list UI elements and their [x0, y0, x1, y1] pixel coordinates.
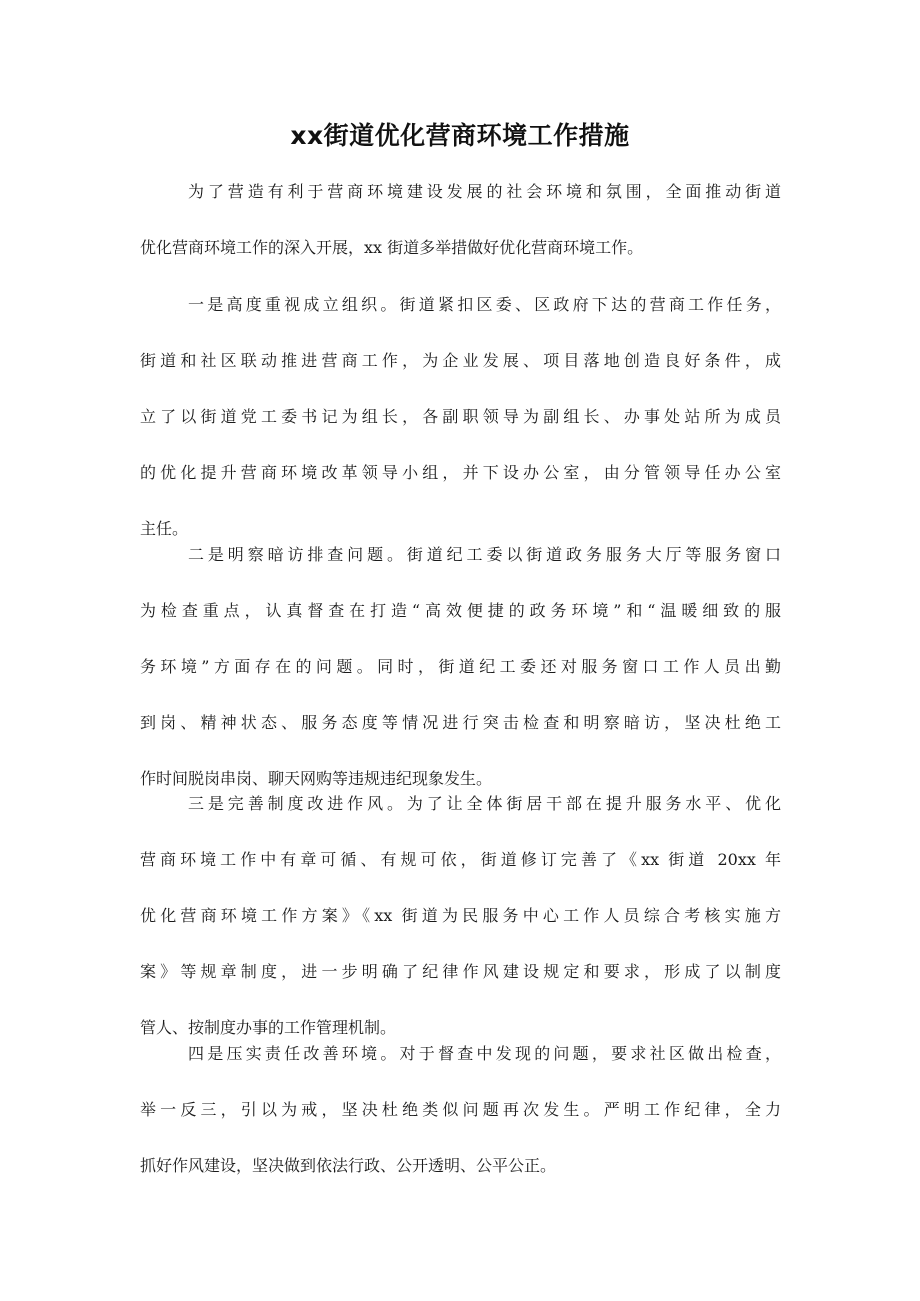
paragraph-intro [140, 176, 781, 288]
paragraph-line: 为检查重点，认真督查在打造“高效便捷的政务环境”和“温暖细致的服 [140, 601, 781, 620]
paragraph-organization [140, 289, 781, 569]
paragraph-inspection [140, 539, 781, 819]
paragraph-line: 优化营商环境工作方案》《xx 街道为民服务中心工作人员综合考核实施方 [140, 906, 781, 925]
paragraph-line: 务环境”方面存在的问题。同时，街道纪工委还对服务窗口工作人员出勤 [140, 657, 781, 676]
paragraph-line: 营商环境工作中有章可循、有规可依，街道修订完善了《xx 街道 20xx 年 [140, 850, 781, 869]
paragraph-line: 二是明察暗访排查问题。街道纪工委以街道政务服务大厅等服务窗口 [188, 545, 781, 564]
paragraph-line: 为了营造有利于营商环境建设发展的社会环境和氛围，全面推动街道 [188, 182, 781, 201]
paragraph-line: 的优化提升营商环境改革领导小组，并下设办公室，由分管领导任办公室 [140, 463, 781, 482]
paragraph-line: 优化营商环境工作的深入开展，xx 街道多举措做好优化营商环境工作。 [140, 238, 644, 257]
paragraph-line: 举一反三，引以为戒，坚决杜绝类似问题再次发生。严明工作纪律，全力 [140, 1100, 781, 1119]
paragraph-line: 立了以街道党工委书记为组长，各副职领导为副组长、办事处站所为成员 [140, 407, 781, 426]
paragraph-line: 主任。 [140, 519, 189, 538]
paragraph-line: 到岗、精神状态、服务态度等情况进行突击检查和明察暗访，坚决杜绝工 [140, 713, 781, 732]
paragraph-line: 抓好作风建设，坚决做到依法行政、公开透明、公平公正。 [140, 1156, 557, 1175]
paragraph-line: 四是压实责任改善环境。对于督查中发现的问题，要求社区做出检查， [188, 1044, 781, 1063]
paragraph-line: 作时间脱岗串岗、聊天网购等违规违纪现象发生。 [140, 769, 493, 788]
paragraph-line: 一是高度重视成立组织。街道紧扣区委、区政府下达的营商工作任务， [188, 295, 781, 314]
paragraph-responsibility [140, 1038, 781, 1206]
paragraph-line: 案》等规章制度，进一步明确了纪律作风建设规定和要求，形成了以制度 [140, 962, 781, 981]
paragraph-line: 街道和社区联动推进营商工作，为企业发展、项目落地创造良好条件，成 [140, 351, 781, 370]
paragraph-system [140, 788, 781, 1068]
paragraph-line: 管人、按制度办事的工作管理机制。 [140, 1018, 397, 1037]
paragraph-line: 三是完善制度改进作风。为了让全体街居干部在提升服务水平、优化 [188, 794, 781, 813]
document-title: xx街道优化营商环境工作措施 [290, 121, 630, 150]
